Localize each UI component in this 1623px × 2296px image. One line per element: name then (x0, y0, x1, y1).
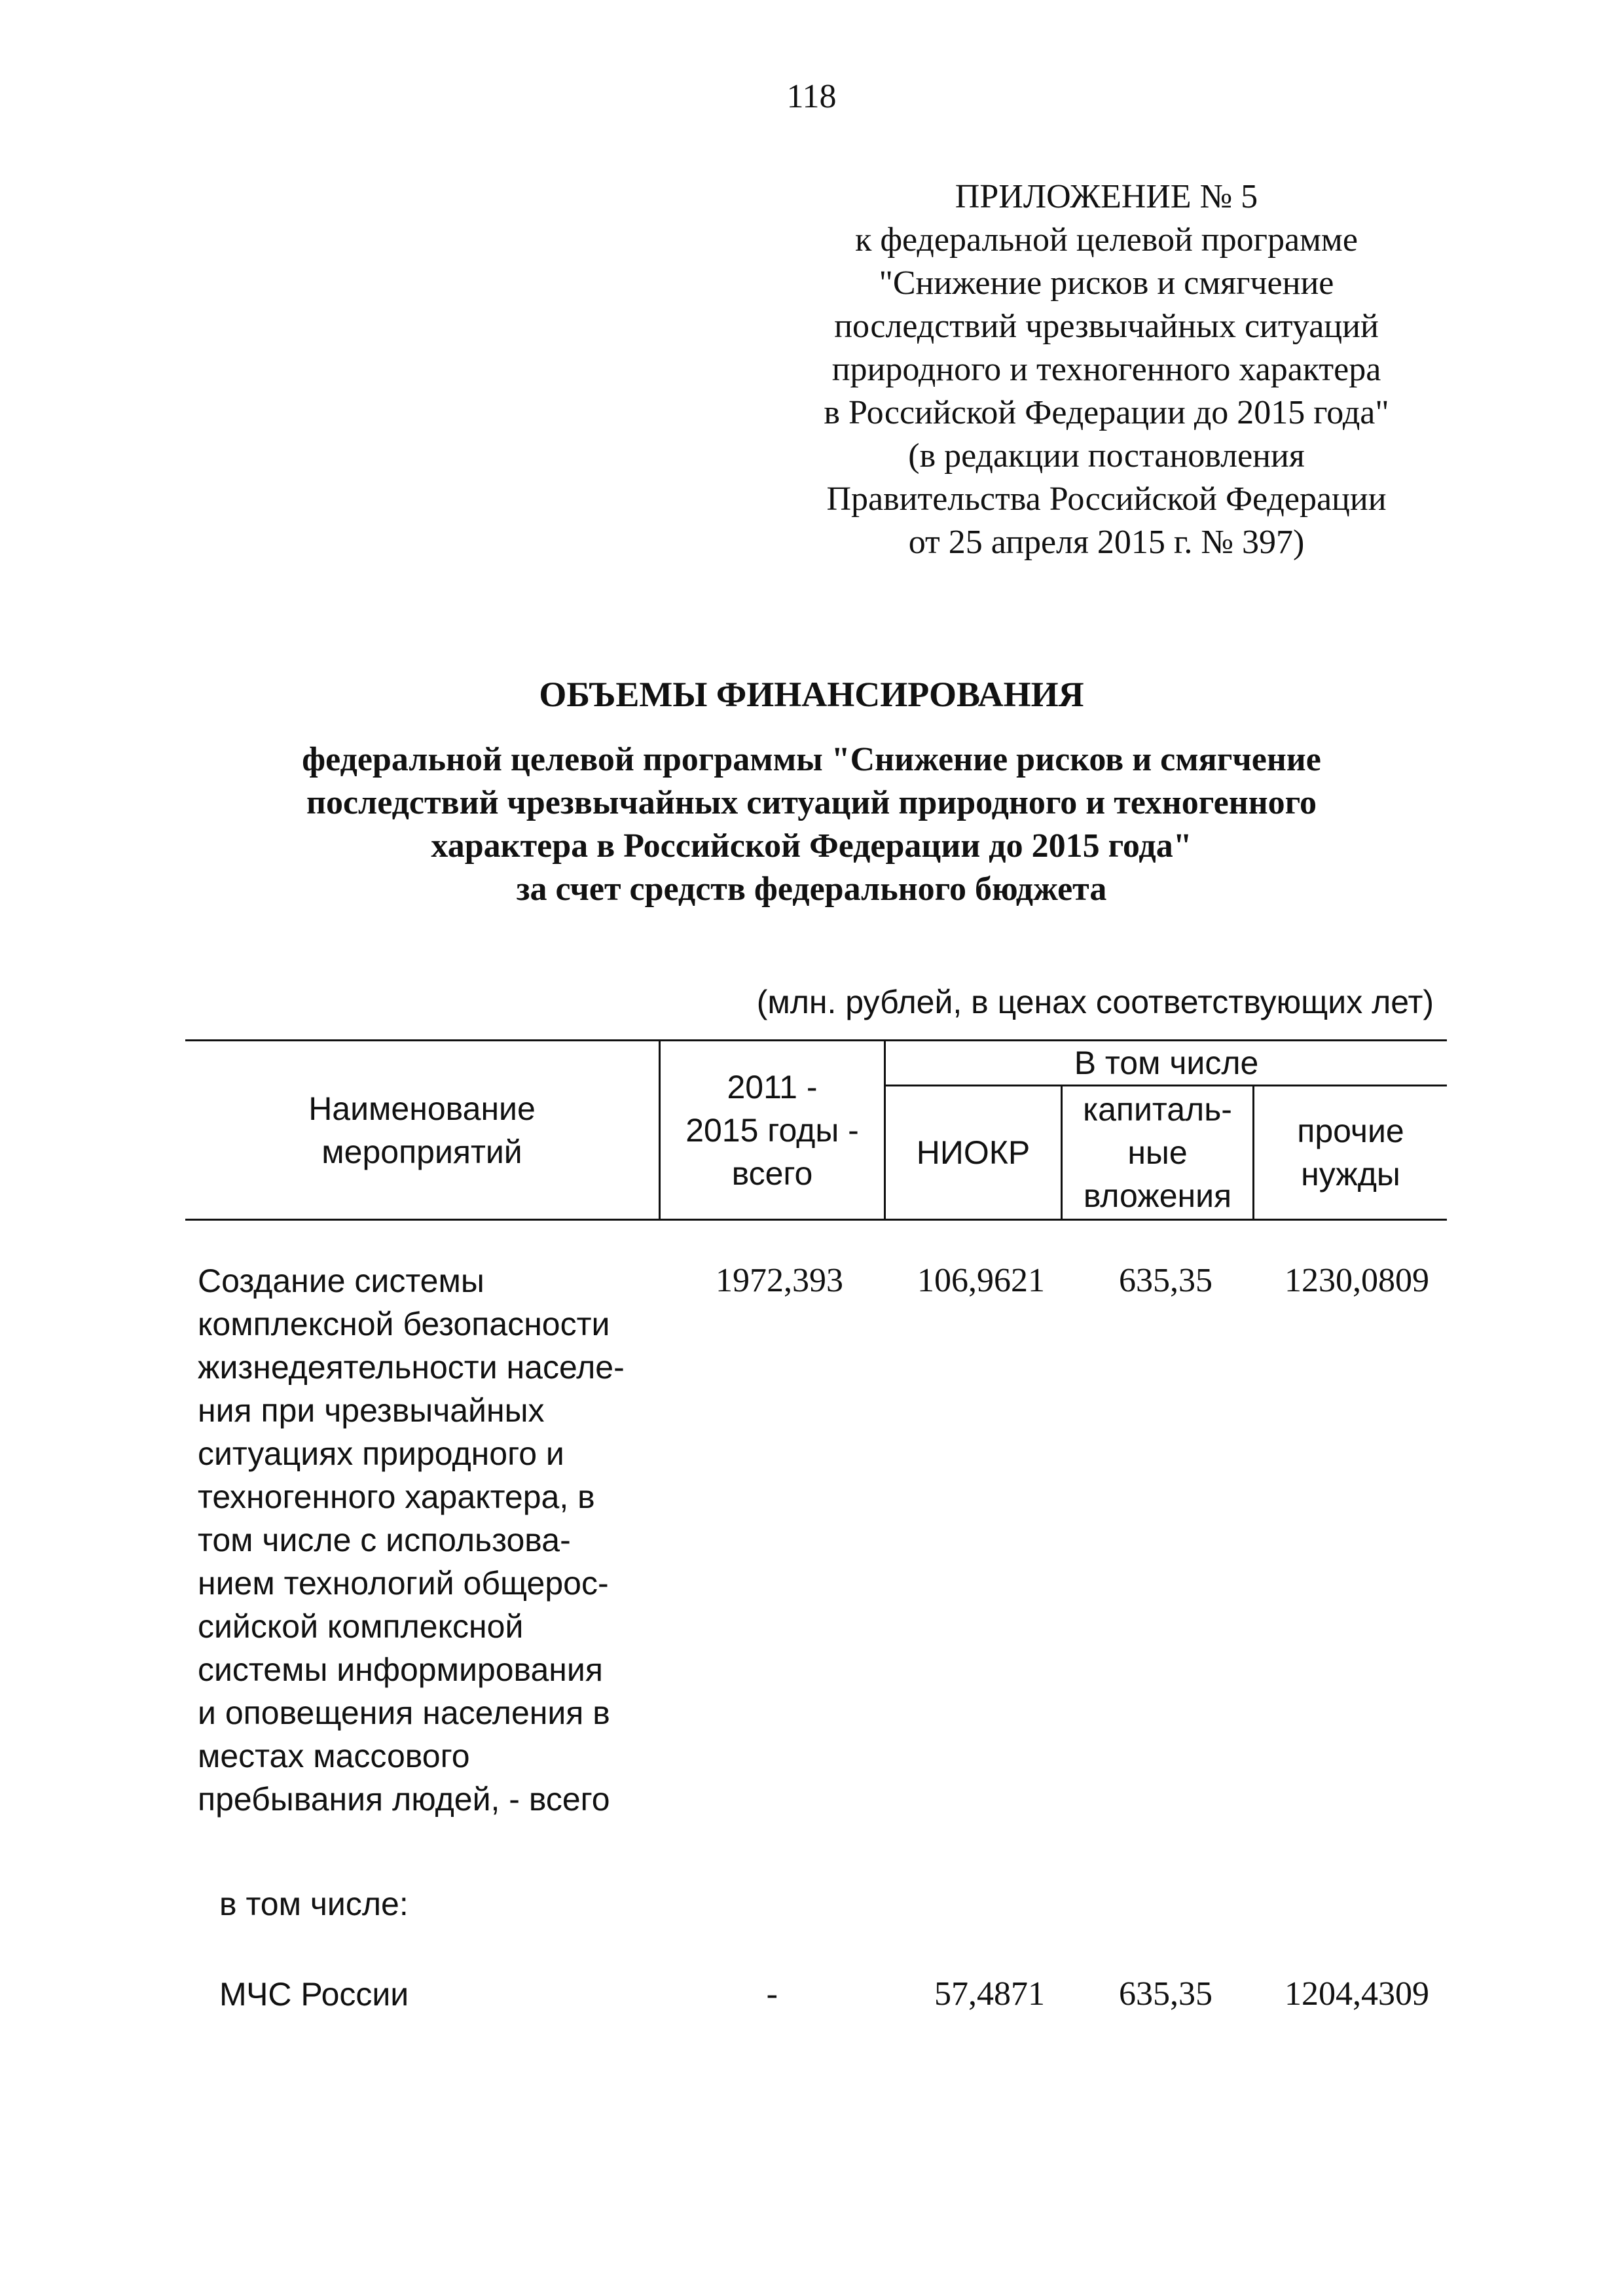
row-name-line: том числе с использова- (198, 1522, 571, 1558)
subtitle-line: характера в Российской Федерации до 2015 года" (431, 827, 1192, 865)
header-including (886, 1041, 1447, 1085)
sub-cell-other: 1204,4309 (1285, 1975, 1429, 2013)
header-other-line: прочие (1297, 1113, 1404, 1149)
subtitle-line: федеральной целевой программы "Снижение рисков и смягчение (302, 741, 1321, 778)
row-name-line: жизнедеятельности населе- (198, 1349, 625, 1386)
subtitle-line: последствий чрезвычайных ситуаций природного и техногенного (306, 784, 1317, 821)
appendix-line: "Снижение рисков и смягчение (879, 264, 1334, 302)
header-total-line: 2011 - (727, 1068, 818, 1105)
header-total-line: всего (731, 1155, 813, 1192)
row-name-line: сийской комплексной (198, 1608, 524, 1645)
document-subtitle (0, 738, 1623, 911)
cell-capital: 635,35 (1119, 1262, 1213, 1299)
row-name-line: системы информирования (198, 1651, 603, 1688)
appendix-block (740, 175, 1473, 564)
header-capital-line: вложения (1083, 1177, 1232, 1214)
cell-total: 1972,393 (716, 1262, 843, 1299)
row-name-line: нием технологий общерос- (198, 1565, 609, 1602)
header-niokr (886, 1086, 1061, 1219)
sub-cell-total: - (766, 1975, 778, 2013)
row-name-line: местах массового (198, 1738, 470, 1774)
cell-niokr: 106,9621 (917, 1262, 1045, 1299)
header-total-line: 2015 годы - (685, 1111, 859, 1149)
header-other-line: нужды (1301, 1156, 1400, 1193)
header-total (661, 1041, 884, 1219)
cell-other: 1230,0809 (1285, 1262, 1429, 1299)
appendix-line: от 25 апреля 2015 г. № 397) (908, 524, 1305, 561)
sub-cell-niokr: 57,4871 (934, 1975, 1045, 2013)
header-capital-line: капиталь- (1083, 1091, 1232, 1128)
header-niokr-label: НИОКР (916, 1134, 1030, 1171)
appendix-line: (в редакции постановления (908, 437, 1305, 475)
row-name-line: ния при чрезвычайных (198, 1392, 545, 1429)
appendix-line: Правительства Российской Федерации (826, 480, 1387, 518)
header-name-line: мероприятий (321, 1133, 522, 1170)
row-name-line: техногенного характера, в (198, 1479, 595, 1515)
units-note: (млн. рублей, в ценах соответствующих лет) (756, 984, 1434, 1020)
sub-row-name: МЧС России (219, 1976, 409, 2013)
appendix-line: ПРИЛОЖЕНИЕ № 5 (955, 178, 1258, 215)
sub-cell-capital: 635,35 (1119, 1975, 1213, 2013)
header-capital (1063, 1086, 1252, 1219)
appendix-line: в Российской Федерации до 2015 года" (824, 394, 1389, 431)
table-header-bottom-border (185, 1219, 1447, 1221)
including-label: в том числе: (219, 1886, 409, 1922)
row-name-line: Создание системы (198, 1263, 484, 1299)
header-other (1254, 1086, 1447, 1219)
page-number: 118 (786, 78, 837, 115)
header-capital-line: ные (1127, 1134, 1188, 1171)
header-name-line: Наименование (308, 1090, 536, 1127)
header-name (185, 1041, 659, 1219)
row-name-line: и оповещения населения в (198, 1695, 610, 1731)
header-including-label: В том числе (1074, 1045, 1259, 1081)
row-name (198, 1259, 656, 1821)
appendix-line: к федеральной целевой программе (855, 221, 1358, 259)
row-name-line: ситуациях природного и (198, 1435, 564, 1472)
subtitle-line: за счет средств федерального бюджета (516, 870, 1107, 908)
row-name-line: пребывания людей, - всего (198, 1781, 610, 1818)
appendix-line: природного и техногенного характера (831, 351, 1381, 388)
row-name-line: комплексной безопасности (198, 1306, 610, 1342)
document-title: ОБЪЕМЫ ФИНАНСИРОВАНИЯ (539, 675, 1084, 714)
appendix-line: последствий чрезвычайных ситуаций (834, 308, 1379, 345)
